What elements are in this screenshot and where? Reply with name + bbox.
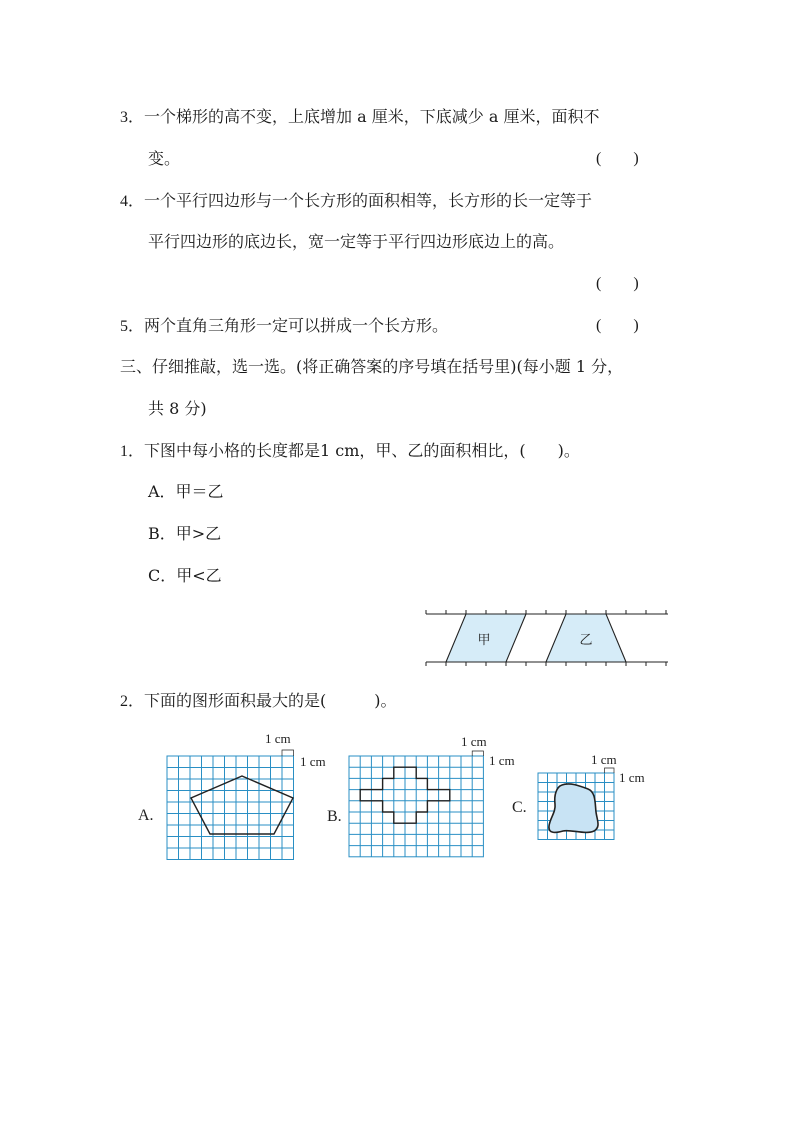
irregular-blob-shape (549, 784, 598, 832)
grid-a (167, 756, 294, 860)
unit-label-b-side: 1 cm (489, 753, 515, 768)
q1-figure (420, 604, 672, 668)
q2-stem: 2．下面的图形面积最大的是( )。 (120, 691, 397, 710)
answer-paren-5[interactable]: ( ) (596, 317, 639, 334)
label-jia: 甲 (477, 633, 491, 648)
q2-figure-c (508, 752, 678, 847)
answer-paren-4[interactable]: ( ) (596, 275, 639, 292)
q1-option-a[interactable]: A．甲＝乙 (148, 482, 224, 501)
tf-item-3-line1: 3．一个梯形的高不变，上底增加 a 厘米，下底减少 a 厘米，面积不 (120, 107, 600, 126)
q1-stem: 1．下图中每小格的长度都是1 cm，甲、乙的面积相比，( )。 (120, 441, 580, 460)
tf-item-4-line2: 平行四边形的底边长，宽一定等于平行四边形底边上的高。 (148, 232, 565, 251)
figure-c-label: C. (512, 799, 527, 816)
q1-option-c[interactable]: C．甲<乙 (148, 566, 222, 585)
section-3-heading: 三、仔细推敲，选一选。(将正确答案的序号填在括号里)(每小题 1 分， (120, 357, 624, 376)
label-yi: 乙 (579, 633, 593, 648)
unit-label-a-top: 1 cm (265, 731, 291, 746)
unit-label-b-top: 1 cm (461, 734, 487, 749)
unit-label-a-side: 1 cm (300, 754, 326, 769)
unit-label-c-top: 1 cm (591, 752, 617, 767)
tf-item-4-line1: 4．一个平行四边形与一个长方形的面积相等，长方形的长一定等于 (120, 191, 593, 210)
figure-b-label: B. (327, 808, 342, 825)
figure-a-label: A. (138, 807, 154, 824)
q2-figure-b (325, 733, 535, 861)
answer-paren-3[interactable]: ( ) (596, 150, 639, 167)
tf-item-3-line2: 变。 (148, 149, 181, 168)
section-3-heading-cont: 共 8 分) (148, 399, 207, 418)
unit-label-c-side: 1 cm (619, 770, 645, 785)
tf-item-5: 5．两个直角三角形一定可以拼成一个长方形。 (120, 316, 449, 335)
q2-figure-a (130, 728, 340, 860)
q1-option-b[interactable]: B．甲>乙 (148, 524, 222, 543)
